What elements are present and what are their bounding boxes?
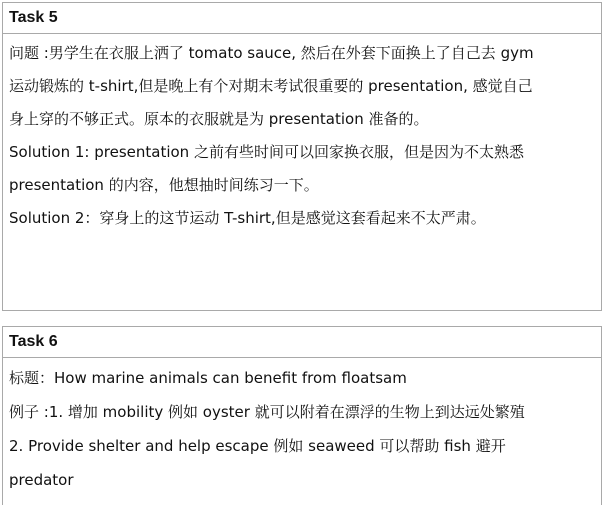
task-5-block — [2, 2, 602, 311]
task-6-body — [3, 358, 601, 497]
task-5-line: Solution 2：穿身上的这节运动 T-shirt,但是感觉这套看起来不太严肃。 — [9, 209, 486, 227]
task-6-block — [2, 326, 602, 505]
task-6-title: Task 6 — [3, 327, 601, 358]
task-5-line: presentation 的内容，他想抽时间练习一下。 — [9, 176, 319, 194]
task-6-line: 2. Provide shelter and help escape 例如 seaweed 可以帮助 fish 避开 — [9, 437, 506, 455]
task-6-line: 标题：How marine animals can benefit from floatsam — [9, 369, 407, 387]
task-5-line: Solution 1: presentation 之前有些时间可以回家换衣服，但是因为不太熟悉 — [9, 143, 524, 161]
task-6-line: predator — [9, 471, 74, 489]
task-5-body — [3, 34, 601, 235]
task-5-line: 问题 :男学生在衣服上洒了 tomato sauce, 然后在外套下面换上了自己去 gym — [9, 44, 534, 62]
task-6-line: 例子 :1. 增加 mobility 例如 oyster 就可以附着在漂浮的生物上到达远处繁殖 — [9, 403, 525, 421]
task-5-line: 身上穿的不够正式。原本的衣服就是为 presentation 准备的。 — [9, 110, 429, 128]
task-5-line: 运动锻炼的 t-shirt,但是晚上有个对期末考试很重要的 presentation, 感觉自己 — [9, 77, 533, 95]
task-5-title: Task 5 — [3, 3, 601, 34]
